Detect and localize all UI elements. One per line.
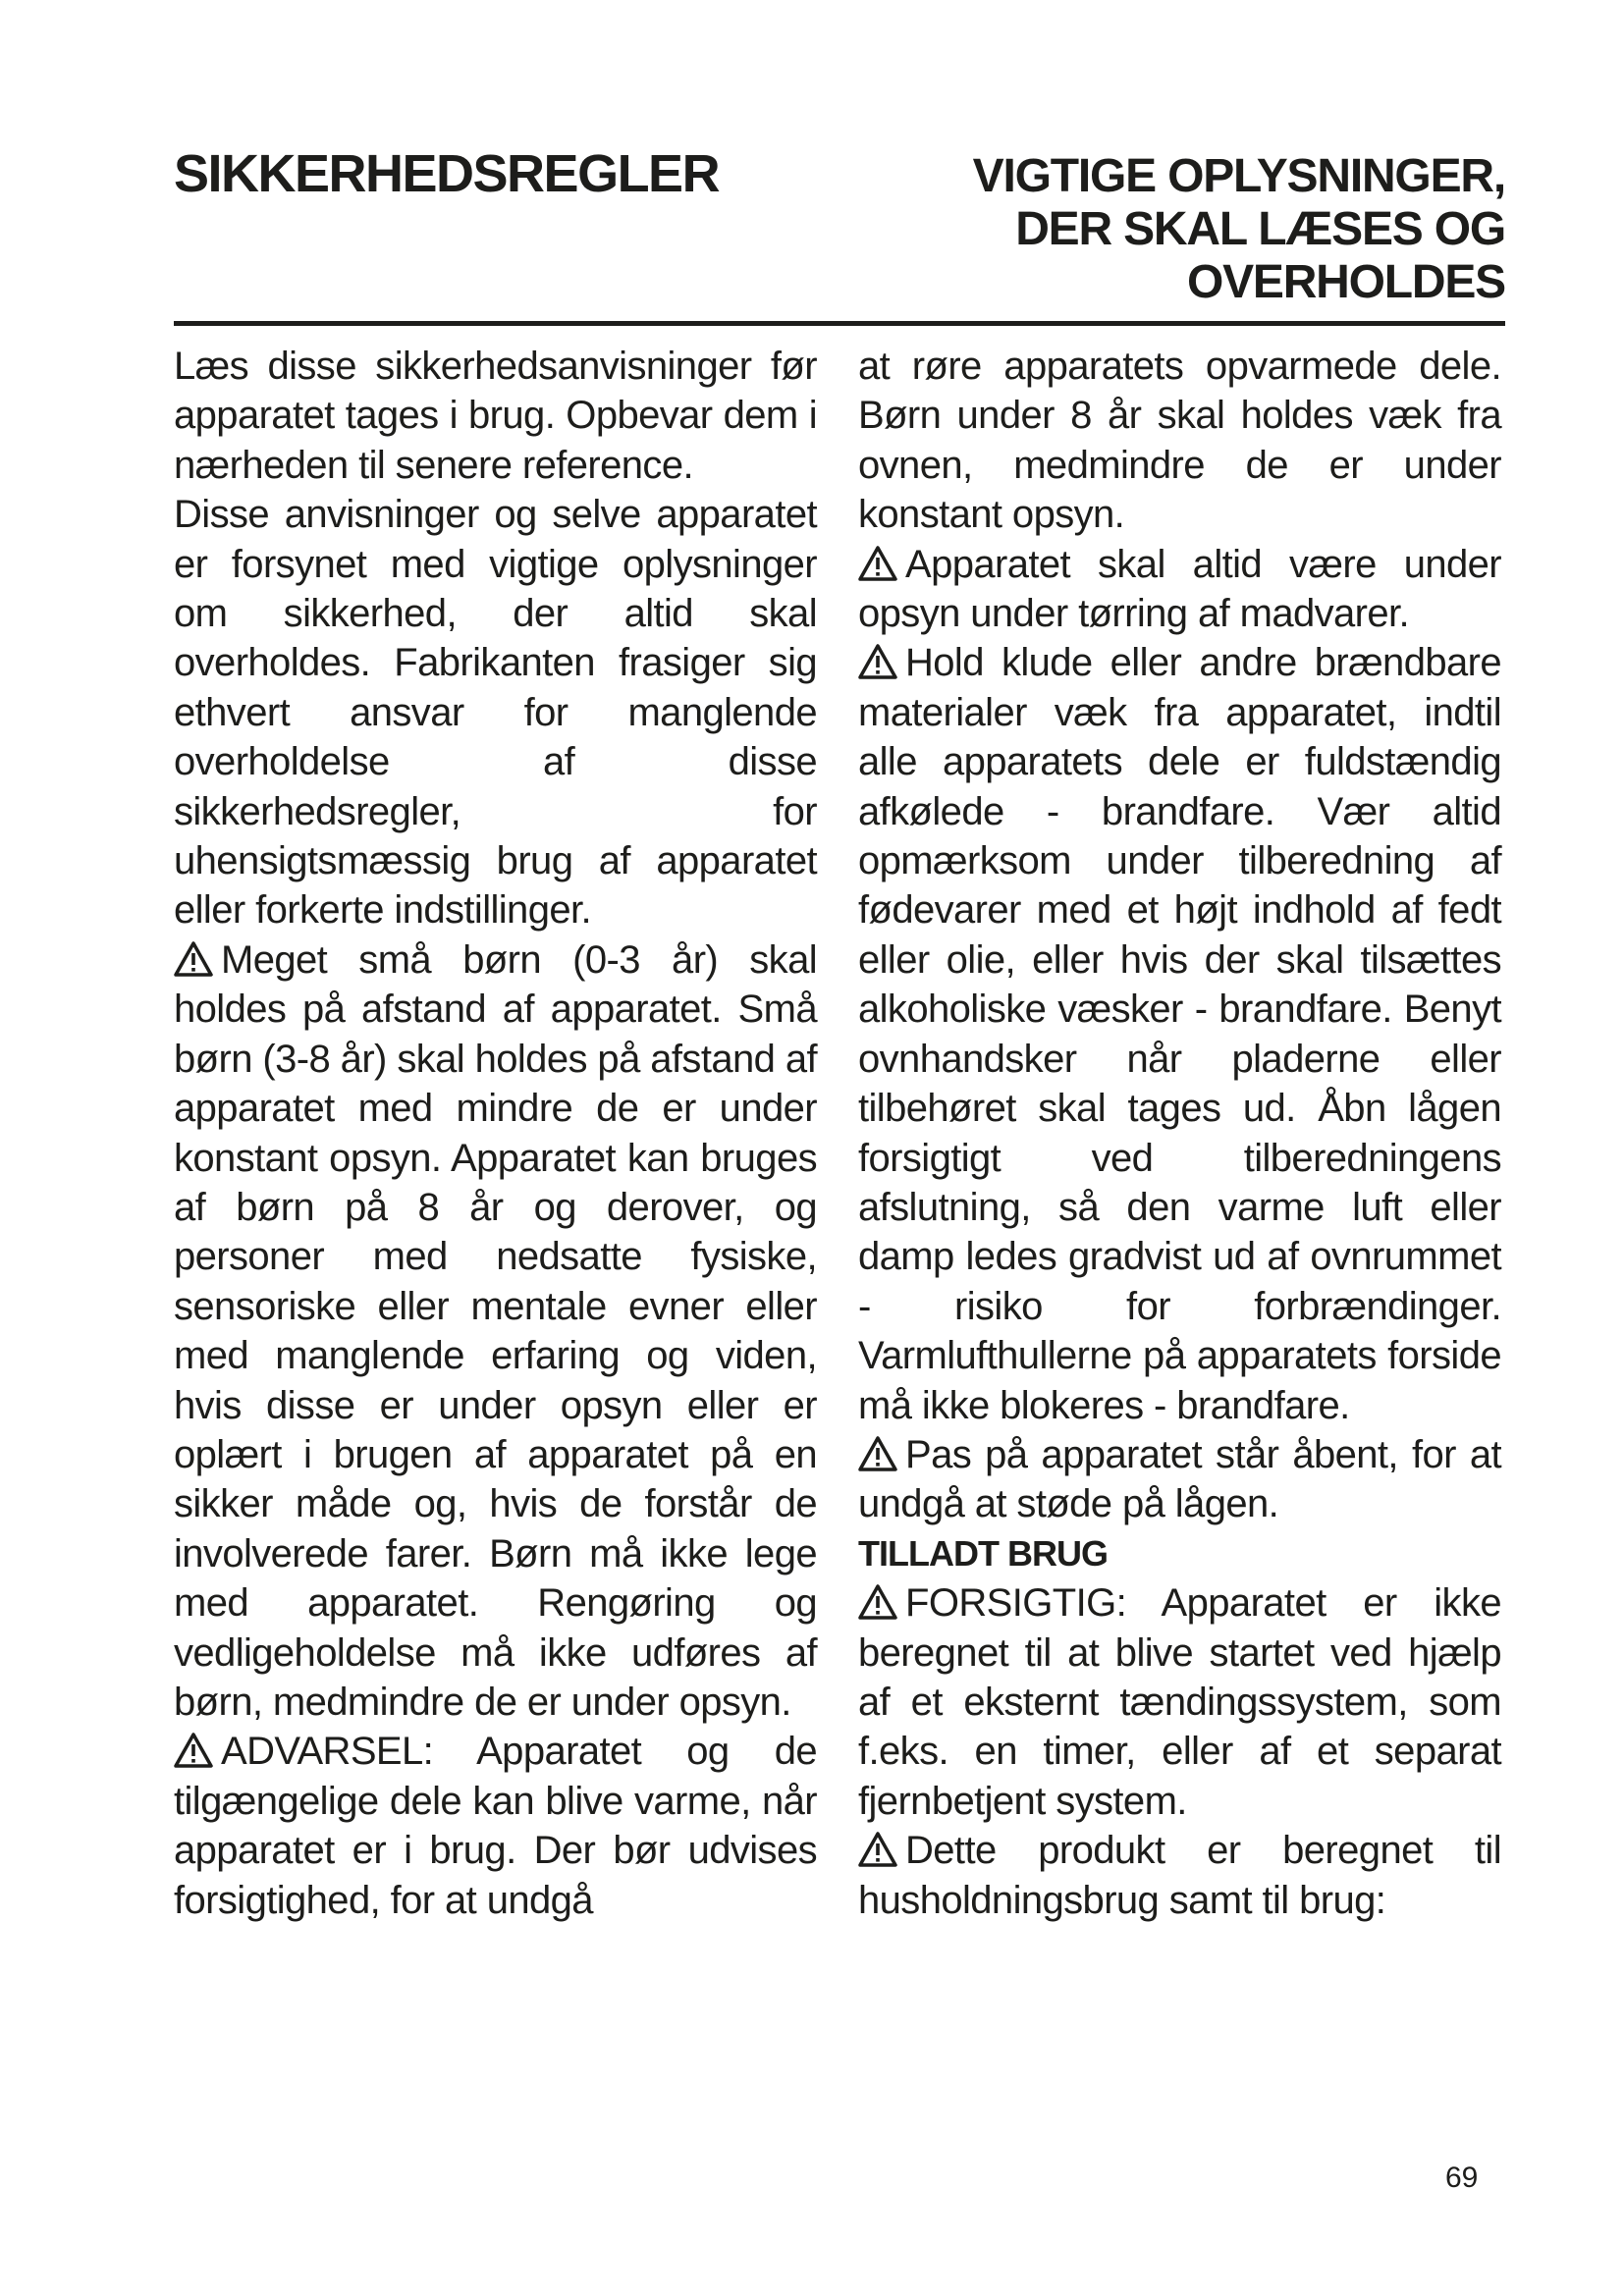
subsection-heading: TILLADT BRUG (858, 1532, 1108, 1574)
left-column (174, 342, 817, 1925)
warning-text: FORSIGTIG: Apparatet er ikke beregnet til at blive startet ved hjælp af et eksternt tændingssystem, som f.eks. en timer, eller af et separat fjernbetjent system. (858, 1581, 1501, 1823)
warning-text: Apparatet skal altid være under opsyn under tørring af madvarer. (858, 542, 1501, 636)
paragraph: Læs disse sikkerhedsanvisninger før apparatet tages i brug. Opbevar dem i nærheden til senere reference. (174, 345, 817, 487)
page-title: SIKKERHEDSREGLER (174, 144, 720, 203)
warning-text: Dette produkt er beregnet til husholdningsbrug samt til brug: (858, 1829, 1501, 1922)
warning-paragraph (858, 1430, 1501, 1529)
section-title-line: VIGTIGE OPLYSNINGER, (972, 150, 1505, 202)
warning-triangle-icon (858, 1832, 897, 1867)
warning-triangle-icon (858, 1584, 897, 1620)
paragraph: Disse anvisninger og selve apparatet er forsynet med vigtige oplysninger om sikkerhed, der altid skal overholdes. Fabrikanten frasiger sig ethvert ansvar for manglende overholdelse af disse sikkerhedsregler, for uhensigtsmæssig brug af apparatet eller forkerte indstillinger. (174, 493, 817, 933)
warning-text: Meget små børn (0-3 år) skal holdes på afstand af apparatet. Små børn (3-8 år) skal holdes på afstand af apparatet med mindre de er under konstant opsyn. Apparatet kan bruges af børn på 8 år og derover, og personer med nedsatte fysiske, sensoriske eller mentale evner eller med manglende erfaring og viden, hvis disse er under opsyn eller er oplært i brugen af apparatet på en sikker måde og, hvis de forstår de involverede farer. Børn må ikke lege med apparatet. Rengøring og vedligeholdelse må ikke udføres af børn, medmindre de er under opsyn. (174, 937, 817, 1724)
section-title-line: DER SKAL LÆSES OG (1015, 203, 1505, 255)
section-title-line: OVERHOLDES (1186, 256, 1505, 308)
warning-paragraph (858, 638, 1501, 1430)
warning-triangle-icon (174, 1733, 213, 1768)
warning-triangle-icon (858, 644, 897, 679)
warning-paragraph (174, 935, 817, 1728)
warning-triangle-icon (858, 546, 897, 581)
warning-text: Pas på apparatet står åbent, for at undgå at støde på lågen. (858, 1432, 1501, 1526)
header-divider (174, 321, 1505, 326)
warning-paragraph (858, 1826, 1501, 1925)
warning-text: Hold klude eller andre brændbare materialer væk fra apparatet, indtil alle apparatets dele er fuldstændig afkølede - brandfare. Vær altid opmærksom under tilberedning af fødevarer med et højt indhold af fedt eller olie, eller hvis der skal tilsættes alkoholiske væsker - brandfare. Benyt ovnhandsker når pladerne eller tilbehøret skal tages ud. Åbn lågen forsigtigt ved tilberedningens afslutning, så den varme luft eller damp ledes gradvist ud af ovnrummet - risiko for forbrændinger. Varmlufthullerne på apparatets forside må ikke blokeres - brandfare. (858, 641, 1501, 1427)
section-title (818, 150, 1505, 309)
paragraph: at røre apparatets opvarmede dele. Børn under 8 år skal holdes væk fra ovnen, medmindre de er under konstant opsyn. (858, 345, 1501, 537)
warning-triangle-icon (174, 941, 213, 977)
warning-paragraph (858, 540, 1501, 639)
page-number: 69 (1445, 2162, 1479, 2194)
warning-paragraph (174, 1727, 817, 1925)
warning-paragraph (858, 1578, 1501, 1826)
warning-text: ADVARSEL: Apparatet og de tilgængelige dele kan blive varme, når apparatet er i brug. Der bør udvises forsigtighed, for at undgå (174, 1730, 817, 1922)
right-column (858, 342, 1501, 1925)
warning-triangle-icon (858, 1436, 897, 1471)
